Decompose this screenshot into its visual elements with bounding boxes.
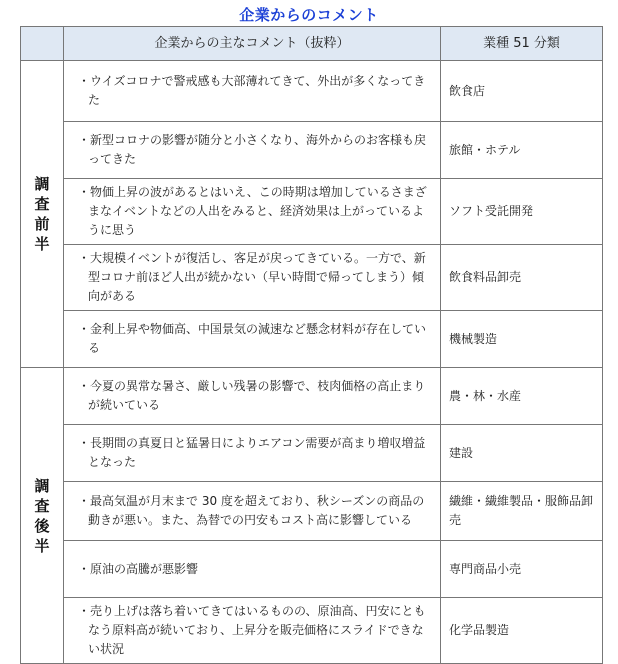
- industry-cell: 飲食料品卸売: [441, 245, 603, 311]
- comment-cell: ・長期間の真夏日と猛暑日によりエアコン需要が高まり増収増益となった: [64, 425, 441, 482]
- industry-cell: 機械製造: [441, 311, 603, 368]
- table-row: [21, 122, 603, 179]
- header-industry: 業種 51 分類: [441, 27, 603, 61]
- table-row: [21, 598, 603, 664]
- table-row: [21, 179, 603, 245]
- comment-cell: ・ウイズコロナで警戒感も大部薄れてきて、外出が多くなってきた: [64, 61, 441, 122]
- comment-cell: ・新型コロナの影響が随分と小さくなり、海外からのお客様も戻ってきた: [64, 122, 441, 179]
- table-row: [21, 541, 603, 598]
- industry-cell: 建設: [441, 425, 603, 482]
- table-row: [21, 482, 603, 541]
- industry-cell: 旅館・ホテル: [441, 122, 603, 179]
- table-row: [21, 61, 603, 122]
- comment-cell: ・売り上げは落ち着いてきてはいるものの、原油高、円安にともなう原料高が続いており、上昇分を販売価格にスライドできない状況: [64, 598, 441, 664]
- comment-cell: ・物価上昇の波があるとはいえ、この時期は増加しているさまざまなイベントなどの人出をみると、経済効果は上がっているように思う: [64, 179, 441, 245]
- comment-cell: ・大規模イベントが復活し、客足が戻ってきている。一方で、新型コロナ前ほど人出が続かない（早い時間で帰ってしまう）傾向がある: [64, 245, 441, 311]
- comment-cell: ・原油の高騰が悪影響: [64, 541, 441, 598]
- period-label-second-half: 調査後半: [21, 368, 64, 664]
- table-row: [21, 245, 603, 311]
- table-row: [21, 311, 603, 368]
- page-title: 企業からのコメント: [239, 6, 379, 24]
- industry-cell: ソフト受託開発: [441, 179, 603, 245]
- industry-cell: 農・林・水産: [441, 368, 603, 425]
- table-row: [21, 425, 603, 482]
- industry-cell: 繊維・繊維製品・服飾品卸売: [441, 482, 603, 541]
- comments-table: [20, 26, 603, 664]
- table-header-row: [21, 27, 603, 61]
- industry-cell: 飲食店: [441, 61, 603, 122]
- comment-cell: ・金利上昇や物価高、中国景気の減速など懸念材料が存在している: [64, 311, 441, 368]
- period-label-first-half: 調査前半: [21, 61, 64, 368]
- comment-cell: ・今夏の異常な暑さ、厳しい残暑の影響で、枝肉価格の高止まりが続いている: [64, 368, 441, 425]
- header-comment: 企業からの主なコメント（抜粋）: [64, 27, 441, 61]
- header-blank: [21, 27, 64, 61]
- industry-cell: 専門商品小売: [441, 541, 603, 598]
- industry-cell: 化学品製造: [441, 598, 603, 664]
- comment-cell: ・最高気温が月末まで 30 度を超えており、秋シーズンの商品の動きが悪い。また、為替での円安もコスト高に影響している: [64, 482, 441, 541]
- table-row: [21, 368, 603, 425]
